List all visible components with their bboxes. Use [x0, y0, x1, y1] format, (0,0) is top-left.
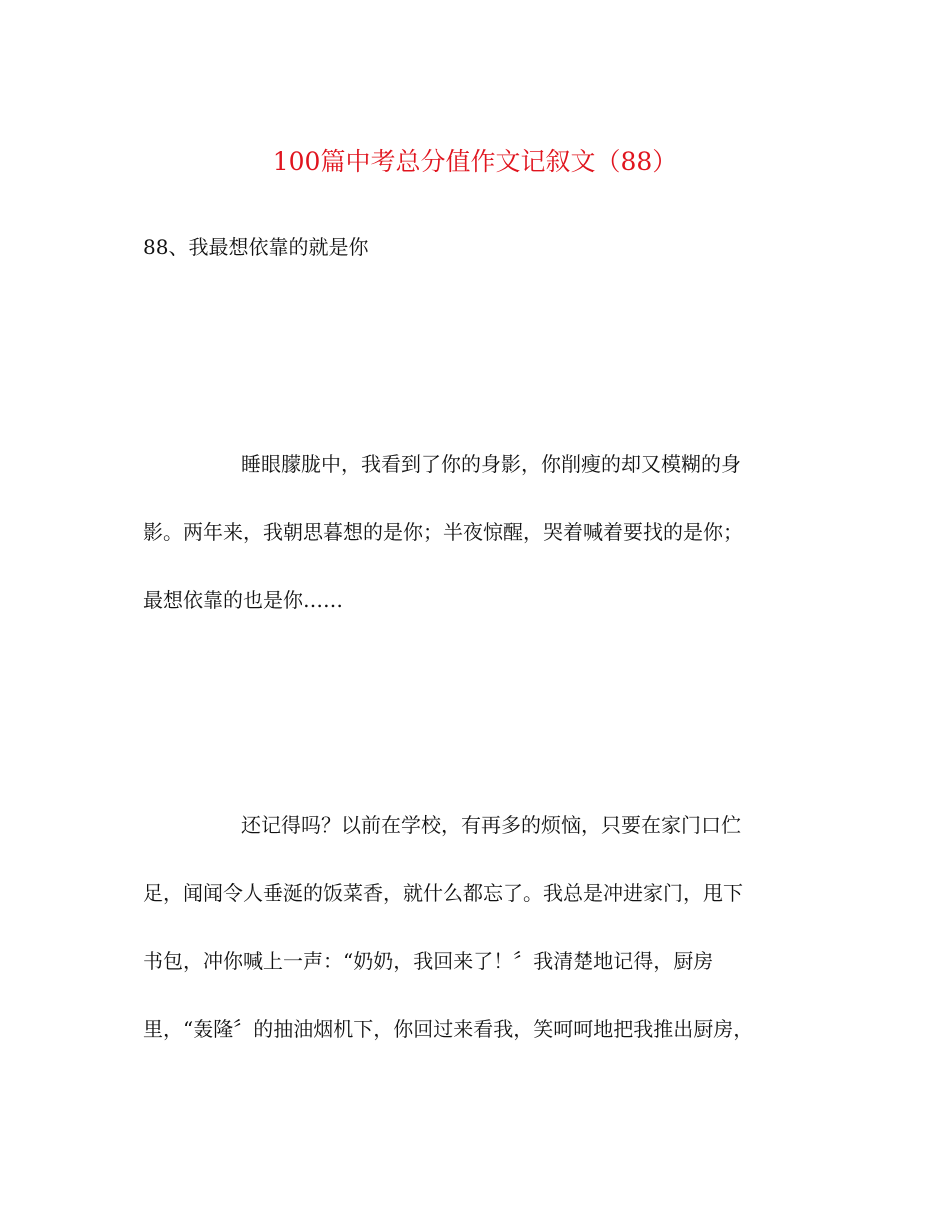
paragraph-2 — [143, 808, 813, 1047]
document-title: 100篇中考总分值作文记叙文（88） — [272, 147, 678, 176]
paragraph-line: 书包，冲你喊上一声：“奶奶，我回来了！〞我清楚地记得，厨房 — [143, 949, 714, 973]
paragraph-line: 里，“轰隆〞的抽油烟机下，你回过来看我，笑呵呵地把我推出厨房， — [143, 1017, 754, 1041]
paragraph-1 — [143, 447, 813, 618]
paragraph-line: 睡眼朦胧中，我看到了你的身影，你削瘦的却又模糊的身 — [241, 452, 741, 476]
paragraph-line: 足，闻闻令人垂涎的饭菜香，就什么都忘了。我总是冲进家门，甩下 — [143, 881, 743, 905]
paragraph-line: 影。两年来，我朝思暮想的是你；半夜惊醒，哭着喊着要找的是你； — [143, 520, 743, 544]
paragraph-line: 还记得吗？以前在学校，有再多的烦恼，只要在家门口伫 — [241, 813, 741, 837]
paragraph-line: 最想依靠的也是你…… — [143, 588, 343, 612]
essay-subtitle: 88、我最想依靠的就是你 — [143, 235, 369, 259]
